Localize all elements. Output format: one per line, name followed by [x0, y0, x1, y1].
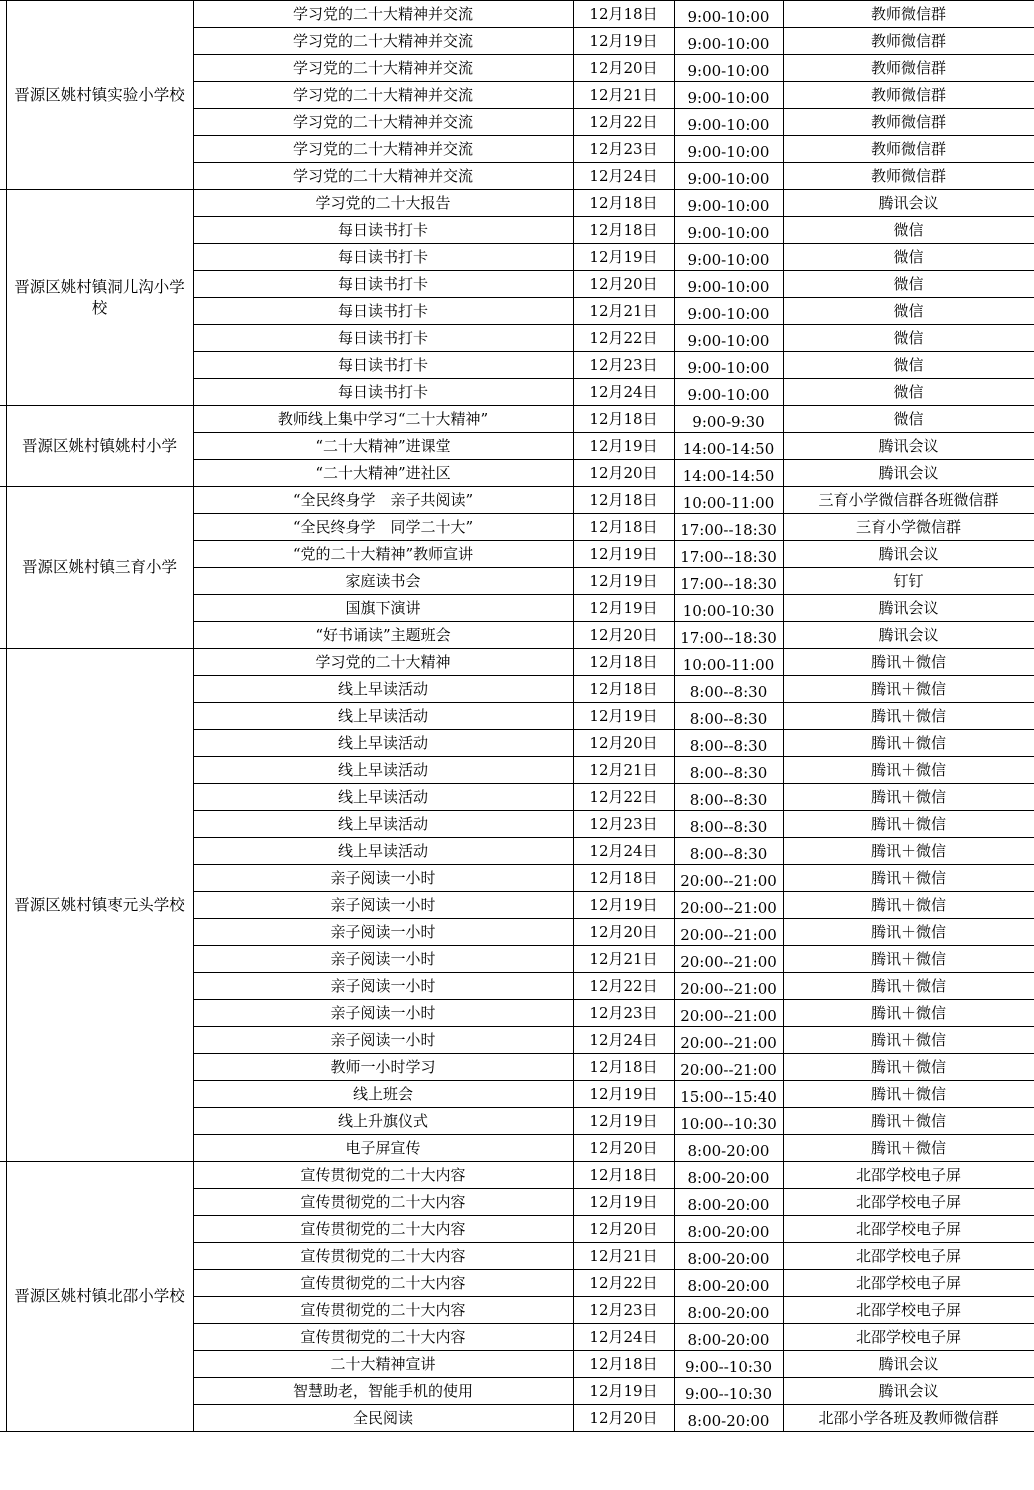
platform-cell: 微信: [783, 325, 1034, 352]
date-cell: 12月18日: [573, 865, 674, 892]
time-cell: 8:00-20:00: [674, 1297, 783, 1324]
date-cell: 12月23日: [573, 1000, 674, 1027]
date-cell: 12月19日: [573, 892, 674, 919]
activity-cell: 亲子阅读一小时: [193, 973, 573, 1000]
activity-cell: 宣传贯彻党的二十大内容: [193, 1216, 573, 1243]
activity-cell: 全民阅读: [193, 1405, 573, 1432]
date-cell: 12月18日: [573, 1, 674, 28]
date-cell: 12月19日: [573, 1108, 674, 1135]
time-cell: 17:00--18:30: [674, 514, 783, 541]
platform-cell: 教师微信群: [783, 136, 1034, 163]
platform-cell: 腾讯＋微信: [783, 973, 1034, 1000]
activity-cell: 亲子阅读一小时: [193, 865, 573, 892]
platform-cell: 腾讯＋微信: [783, 703, 1034, 730]
activity-cell: 线上早读活动: [193, 676, 573, 703]
platform-cell: 教师微信群: [783, 1, 1034, 28]
platform-cell: 腾讯＋微信: [783, 757, 1034, 784]
time-cell: 9:00-10:00: [674, 55, 783, 82]
time-cell: 8:00--8:30: [674, 811, 783, 838]
time-cell: 8:00-20:00: [674, 1135, 783, 1162]
date-cell: 12月22日: [573, 973, 674, 1000]
platform-cell: 腾讯＋微信: [783, 1081, 1034, 1108]
date-cell: 12月19日: [573, 1081, 674, 1108]
platform-cell: 北邵学校电子屏: [783, 1216, 1034, 1243]
activity-cell: 亲子阅读一小时: [193, 1027, 573, 1054]
time-cell: 9:00-10:00: [674, 271, 783, 298]
time-cell: 8:00--8:30: [674, 757, 783, 784]
platform-cell: 腾讯＋微信: [783, 676, 1034, 703]
time-cell: 20:00--21:00: [674, 892, 783, 919]
time-cell: 20:00--21:00: [674, 865, 783, 892]
time-cell: 8:00--8:30: [674, 784, 783, 811]
time-cell: 9:00-10:00: [674, 217, 783, 244]
activity-cell: 每日读书打卡: [193, 271, 573, 298]
date-cell: 12月20日: [573, 1405, 674, 1432]
date-cell: 12月20日: [573, 1216, 674, 1243]
time-cell: 9:00-10:00: [674, 82, 783, 109]
school-name-cell: 晋源区姚村镇实验小学校: [6, 1, 193, 190]
date-cell: 12月22日: [573, 1270, 674, 1297]
date-cell: 12月19日: [573, 28, 674, 55]
activity-cell: 学习党的二十大精神并交流: [193, 136, 573, 163]
time-cell: 8:00--8:30: [674, 730, 783, 757]
platform-cell: 教师微信群: [783, 82, 1034, 109]
time-cell: 15:00--15:40: [674, 1081, 783, 1108]
time-cell: 8:00-20:00: [674, 1162, 783, 1189]
time-cell: 20:00--21:00: [674, 1027, 783, 1054]
time-cell: 20:00--21:00: [674, 973, 783, 1000]
platform-cell: 微信: [783, 271, 1034, 298]
activity-cell: 宣传贯彻党的二十大内容: [193, 1270, 573, 1297]
date-cell: 12月18日: [573, 217, 674, 244]
activity-cell: 智慧助老，智能手机的使用: [193, 1378, 573, 1405]
school-name-cell: 晋源区姚村镇枣元头学校: [6, 649, 193, 1162]
platform-cell: 腾讯＋微信: [783, 919, 1034, 946]
activity-cell: 每日读书打卡: [193, 352, 573, 379]
activity-cell: 线上早读活动: [193, 730, 573, 757]
activity-cell: “全民终身学 同学二十大”: [193, 514, 573, 541]
time-cell: 8:00-20:00: [674, 1189, 783, 1216]
activity-cell: “二十大精神”进社区: [193, 460, 573, 487]
activity-cell: “党的二十大精神”教师宣讲: [193, 541, 573, 568]
time-cell: 8:00-20:00: [674, 1324, 783, 1351]
platform-cell: 腾讯＋微信: [783, 784, 1034, 811]
activity-cell: 教师一小时学习: [193, 1054, 573, 1081]
activity-cell: 线上早读活动: [193, 757, 573, 784]
activity-cell: 宣传贯彻党的二十大内容: [193, 1324, 573, 1351]
platform-cell: 北邵学校电子屏: [783, 1162, 1034, 1189]
date-cell: 12月18日: [573, 649, 674, 676]
platform-cell: 教师微信群: [783, 55, 1034, 82]
time-cell: 8:00-20:00: [674, 1270, 783, 1297]
date-cell: 12月21日: [573, 1243, 674, 1270]
platform-cell: 微信: [783, 244, 1034, 271]
time-cell: 20:00--21:00: [674, 1054, 783, 1081]
time-cell: 8:00-20:00: [674, 1405, 783, 1432]
date-cell: 12月22日: [573, 109, 674, 136]
date-cell: 12月21日: [573, 946, 674, 973]
date-cell: 12月19日: [573, 1189, 674, 1216]
time-cell: 9:00-10:00: [674, 28, 783, 55]
activity-cell: 教师线上集中学习“二十大精神”: [193, 406, 573, 433]
activity-cell: 线上早读活动: [193, 838, 573, 865]
platform-cell: 腾讯会议: [783, 433, 1034, 460]
time-cell: 9:00-10:00: [674, 325, 783, 352]
activity-cell: 线上早读活动: [193, 811, 573, 838]
platform-cell: 腾讯＋微信: [783, 865, 1034, 892]
time-cell: 20:00--21:00: [674, 1000, 783, 1027]
date-cell: 12月19日: [573, 595, 674, 622]
platform-cell: 腾讯＋微信: [783, 811, 1034, 838]
platform-cell: 教师微信群: [783, 28, 1034, 55]
date-cell: 12月20日: [573, 55, 674, 82]
table-row: [0, 1162, 1034, 1189]
activity-cell: 学习党的二十大精神并交流: [193, 82, 573, 109]
time-cell: 8:00--8:30: [674, 676, 783, 703]
platform-cell: 微信: [783, 406, 1034, 433]
time-cell: 14:00-14:50: [674, 433, 783, 460]
time-cell: 17:00--18:30: [674, 568, 783, 595]
time-cell: 8:00--8:30: [674, 838, 783, 865]
platform-cell: 微信: [783, 379, 1034, 406]
date-cell: 12月24日: [573, 1324, 674, 1351]
activity-cell: 亲子阅读一小时: [193, 919, 573, 946]
activity-cell: 宣传贯彻党的二十大内容: [193, 1297, 573, 1324]
date-cell: 12月18日: [573, 487, 674, 514]
platform-cell: 北邵学校电子屏: [783, 1189, 1034, 1216]
time-cell: 9:00-10:00: [674, 136, 783, 163]
activity-cell: 亲子阅读一小时: [193, 1000, 573, 1027]
time-cell: 8:00-20:00: [674, 1216, 783, 1243]
table-row: [0, 190, 1034, 217]
platform-cell: 腾讯＋微信: [783, 649, 1034, 676]
platform-cell: 腾讯＋微信: [783, 838, 1034, 865]
date-cell: 12月23日: [573, 1297, 674, 1324]
platform-cell: 腾讯＋微信: [783, 1054, 1034, 1081]
date-cell: 12月22日: [573, 325, 674, 352]
time-cell: 9:00-10:00: [674, 298, 783, 325]
date-cell: 12月18日: [573, 190, 674, 217]
platform-cell: 腾讯＋微信: [783, 946, 1034, 973]
activity-cell: 每日读书打卡: [193, 379, 573, 406]
date-cell: 12月20日: [573, 919, 674, 946]
school-name-cell: 晋源区姚村镇三育小学: [6, 487, 193, 649]
platform-cell: 教师微信群: [783, 163, 1034, 190]
activity-cell: 学习党的二十大精神并交流: [193, 163, 573, 190]
activity-cell: 每日读书打卡: [193, 244, 573, 271]
activity-cell: 电子屏宣传: [193, 1135, 573, 1162]
date-cell: 12月19日: [573, 541, 674, 568]
activity-cell: 学习党的二十大报告: [193, 190, 573, 217]
date-cell: 12月23日: [573, 811, 674, 838]
time-cell: 9:00--10:30: [674, 1378, 783, 1405]
activity-cell: 线上升旗仪式: [193, 1108, 573, 1135]
date-cell: 12月22日: [573, 784, 674, 811]
date-cell: 12月19日: [573, 1378, 674, 1405]
platform-cell: 三育小学微信群: [783, 514, 1034, 541]
date-cell: 12月20日: [573, 460, 674, 487]
time-cell: 9:00-10:00: [674, 244, 783, 271]
date-cell: 12月20日: [573, 1135, 674, 1162]
platform-cell: 腾讯会议: [783, 541, 1034, 568]
platform-cell: 腾讯＋微信: [783, 730, 1034, 757]
activity-cell: 学习党的二十大精神并交流: [193, 28, 573, 55]
time-cell: 9:00-10:00: [674, 1, 783, 28]
date-cell: 12月19日: [573, 703, 674, 730]
time-cell: 8:00-20:00: [674, 1243, 783, 1270]
activity-cell: 每日读书打卡: [193, 298, 573, 325]
table-row: [0, 1, 1034, 28]
activity-cell: 线上早读活动: [193, 703, 573, 730]
date-cell: 12月24日: [573, 379, 674, 406]
table-row: [0, 649, 1034, 676]
school-name-cell: 晋源区姚村镇北邵小学校: [6, 1162, 193, 1432]
date-cell: 12月20日: [573, 730, 674, 757]
activity-cell: 宣传贯彻党的二十大内容: [193, 1162, 573, 1189]
schedule-body: [0, 1, 1034, 1432]
platform-cell: 北邵学校电子屏: [783, 1270, 1034, 1297]
platform-cell: 腾讯会议: [783, 595, 1034, 622]
date-cell: 12月23日: [573, 352, 674, 379]
platform-cell: 北邵学校电子屏: [783, 1297, 1034, 1324]
platform-cell: 钉钉: [783, 568, 1034, 595]
date-cell: 12月19日: [573, 568, 674, 595]
time-cell: 9:00-9:30: [674, 406, 783, 433]
date-cell: 12月21日: [573, 298, 674, 325]
platform-cell: 腾讯＋微信: [783, 1000, 1034, 1027]
platform-cell: 腾讯会议: [783, 1378, 1034, 1405]
activity-cell: 宣传贯彻党的二十大内容: [193, 1243, 573, 1270]
platform-cell: 腾讯＋微信: [783, 1027, 1034, 1054]
time-cell: 17:00--18:30: [674, 622, 783, 649]
time-cell: 10:00-11:00: [674, 487, 783, 514]
platform-cell: 腾讯＋微信: [783, 1135, 1034, 1162]
platform-cell: 腾讯＋微信: [783, 892, 1034, 919]
date-cell: 12月18日: [573, 514, 674, 541]
platform-cell: 微信: [783, 217, 1034, 244]
date-cell: 12月24日: [573, 1027, 674, 1054]
date-cell: 12月19日: [573, 433, 674, 460]
platform-cell: 三育小学微信群各班微信群: [783, 487, 1034, 514]
date-cell: 12月18日: [573, 406, 674, 433]
date-cell: 12月18日: [573, 676, 674, 703]
date-cell: 12月18日: [573, 1351, 674, 1378]
activity-cell: “二十大精神”进课堂: [193, 433, 573, 460]
time-cell: 8:00--8:30: [674, 703, 783, 730]
date-cell: 12月20日: [573, 271, 674, 298]
school-name-cell: 晋源区姚村镇洞儿沟小学校: [6, 190, 193, 406]
time-cell: 20:00--21:00: [674, 946, 783, 973]
table-row: [0, 406, 1034, 433]
date-cell: 12月19日: [573, 244, 674, 271]
activity-cell: 学习党的二十大精神: [193, 649, 573, 676]
activity-cell: 亲子阅读一小时: [193, 946, 573, 973]
platform-cell: 腾讯＋微信: [783, 1108, 1034, 1135]
time-cell: 9:00--10:30: [674, 1351, 783, 1378]
activity-cell: 宣传贯彻党的二十大内容: [193, 1189, 573, 1216]
date-cell: 12月23日: [573, 136, 674, 163]
platform-cell: 北邵小学各班及教师微信群: [783, 1405, 1034, 1432]
platform-cell: 北邵学校电子屏: [783, 1324, 1034, 1351]
date-cell: 12月18日: [573, 1162, 674, 1189]
activity-cell: 学习党的二十大精神并交流: [193, 109, 573, 136]
activity-cell: 学习党的二十大精神并交流: [193, 1, 573, 28]
table-row: [0, 487, 1034, 514]
date-cell: 12月24日: [573, 838, 674, 865]
time-cell: 9:00-10:00: [674, 190, 783, 217]
activity-cell: 每日读书打卡: [193, 217, 573, 244]
activity-cell: 线上早读活动: [193, 784, 573, 811]
time-cell: 9:00-10:00: [674, 163, 783, 190]
time-cell: 9:00-10:00: [674, 109, 783, 136]
platform-cell: 教师微信群: [783, 109, 1034, 136]
activity-cell: 线上班会: [193, 1081, 573, 1108]
date-cell: 12月21日: [573, 82, 674, 109]
platform-cell: 微信: [783, 352, 1034, 379]
school-name-cell: 晋源区姚村镇姚村小学: [6, 406, 193, 487]
platform-cell: 腾讯会议: [783, 1351, 1034, 1378]
activity-cell: 每日读书打卡: [193, 325, 573, 352]
activity-cell: 国旗下演讲: [193, 595, 573, 622]
platform-cell: 微信: [783, 298, 1034, 325]
activity-cell: 学习党的二十大精神并交流: [193, 55, 573, 82]
time-cell: 14:00-14:50: [674, 460, 783, 487]
time-cell: 9:00-10:00: [674, 379, 783, 406]
time-cell: 17:00--18:30: [674, 541, 783, 568]
time-cell: 10:00--10:30: [674, 1108, 783, 1135]
platform-cell: 腾讯会议: [783, 190, 1034, 217]
time-cell: 10:00-10:30: [674, 595, 783, 622]
time-cell: 9:00-10:00: [674, 352, 783, 379]
date-cell: 12月20日: [573, 622, 674, 649]
platform-cell: 北邵学校电子屏: [783, 1243, 1034, 1270]
time-cell: 20:00--21:00: [674, 919, 783, 946]
activity-cell: 亲子阅读一小时: [193, 892, 573, 919]
platform-cell: 腾讯会议: [783, 622, 1034, 649]
activity-cell: 二十大精神宣讲: [193, 1351, 573, 1378]
platform-cell: 腾讯会议: [783, 460, 1034, 487]
activity-cell: “全民终身学 亲子共阅读”: [193, 487, 573, 514]
time-cell: 10:00-11:00: [674, 649, 783, 676]
activity-cell: 家庭读书会: [193, 568, 573, 595]
date-cell: 12月24日: [573, 163, 674, 190]
date-cell: 12月18日: [573, 1054, 674, 1081]
date-cell: 12月21日: [573, 757, 674, 784]
activity-cell: “好书诵读”主题班会: [193, 622, 573, 649]
